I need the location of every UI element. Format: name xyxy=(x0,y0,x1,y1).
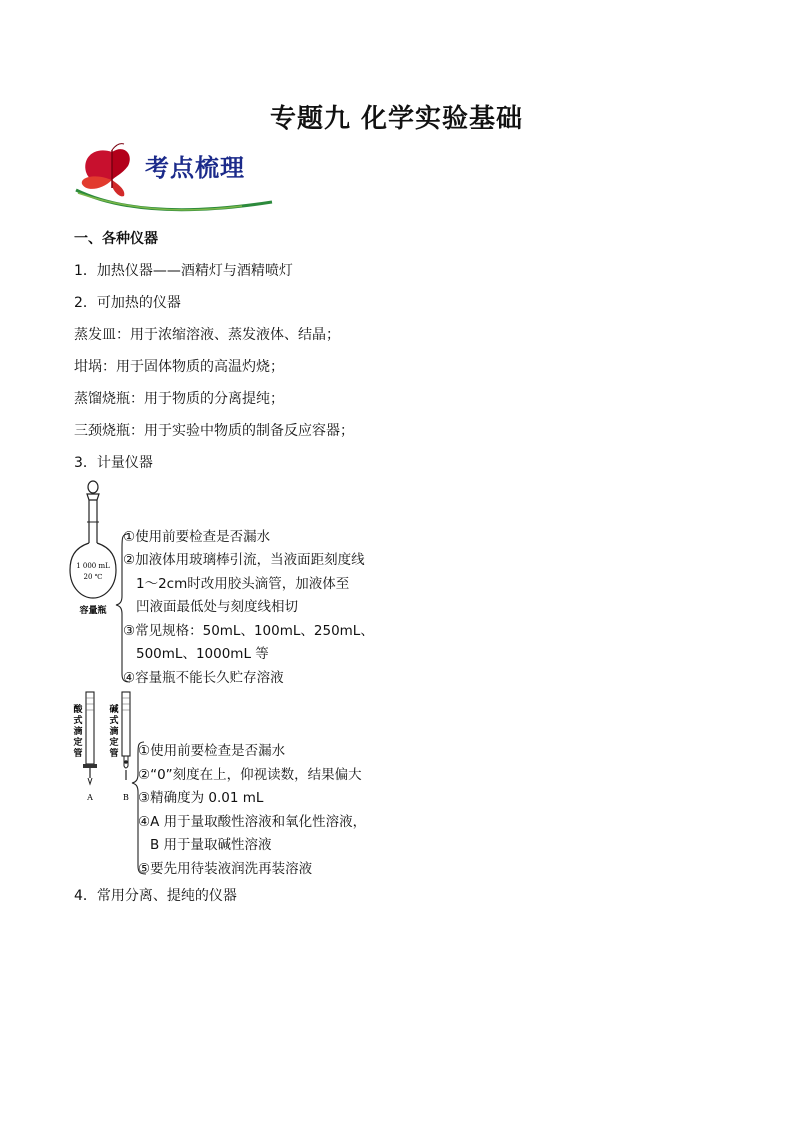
flask-note: 凹液面最低处与刻度线相切 xyxy=(136,599,298,615)
page-title: 专题九 化学实验基础 xyxy=(269,104,524,134)
text-line: 坩埚：用于固体物质的高温灼烧； xyxy=(74,359,284,375)
text-line: 2．可加热的仪器 xyxy=(74,295,181,311)
flask-volume-label: 1 000 mL xyxy=(76,562,110,570)
flask-note: 500mL、1000mL 等 xyxy=(136,646,269,662)
acid-burette xyxy=(83,692,97,784)
swoosh-line xyxy=(76,190,272,210)
flask-note: ②加液体用玻璃棒引流，当液面距刻度线 xyxy=(123,552,365,568)
flask-note: ③常见规格：50mL、100mL、250mL、 xyxy=(123,623,374,639)
burette-b-label: B xyxy=(123,793,129,802)
burette-note: ⑤要先用待装液润洗再装溶液 xyxy=(138,861,313,877)
text-line: 3．计量仪器 xyxy=(74,455,153,471)
flask-note: ①使用前要检查是否漏水 xyxy=(123,529,271,545)
section-heading: 一、各种仪器 xyxy=(74,231,158,247)
burette-note: ③精确度为 0.01 mL xyxy=(138,790,264,806)
banner-label: 考点梳理 xyxy=(145,153,245,182)
flask-note: 1～2cm时改用胶头滴管，加液体至 xyxy=(136,576,350,592)
burette-note: ②“0”刻度在上，仰视读数，结果偏大 xyxy=(138,767,362,783)
base-burette-label: 碱式滴定管 xyxy=(109,705,119,759)
text-line: 三颈烧瓶：用于实验中物质的制备反应容器； xyxy=(74,423,354,439)
burette-note: ④A 用于量取酸性溶液和氧化性溶液， xyxy=(138,814,367,830)
burette-illustration xyxy=(68,690,148,880)
burette-note: ①使用前要检查是否漏水 xyxy=(138,743,286,759)
bracket xyxy=(132,742,146,874)
butterfly-icon xyxy=(82,144,130,197)
text-line: 蒸馏烧瓶：用于物质的分离提纯； xyxy=(74,391,284,407)
burette-note: B 用于量取碱性溶液 xyxy=(150,837,272,853)
flask-name-label: 容量瓶 xyxy=(79,606,107,616)
text-line: 1．加热仪器——酒精灯与酒精喷灯 xyxy=(74,263,293,279)
burette-a-label: A xyxy=(87,793,93,802)
base-burette xyxy=(122,692,130,780)
text-line: 4．常用分离、提纯的仪器 xyxy=(74,888,237,904)
acid-burette-label: 酸式滴定管 xyxy=(73,705,83,759)
flask-note: ④容量瓶不能长久贮存溶液 xyxy=(123,670,284,686)
volumetric-flask-illustration xyxy=(66,478,136,686)
text-line: 蒸发皿：用于浓缩溶液、蒸发液体、结晶； xyxy=(74,327,340,343)
flask-temp-label: 20 ℃ xyxy=(83,573,103,581)
